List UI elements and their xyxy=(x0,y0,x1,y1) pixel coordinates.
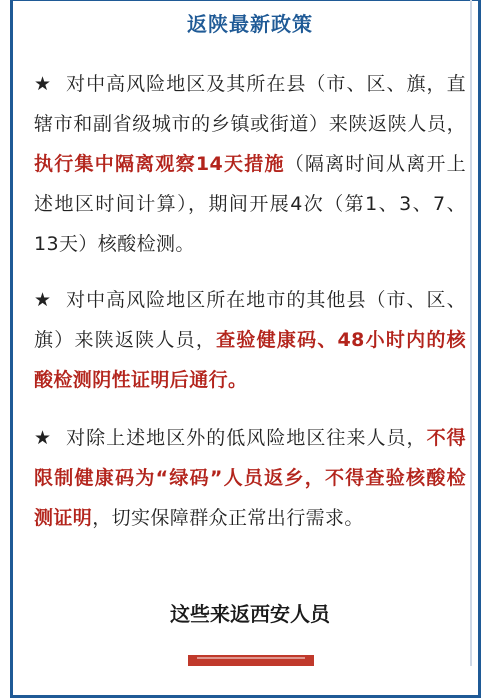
policy-item-1 xyxy=(34,64,466,264)
policy-text-after: ，切实保障群众正常出行需求。 xyxy=(92,507,364,529)
page-title: 返陕最新政策 xyxy=(187,12,313,36)
star-icon: ★ xyxy=(34,427,53,449)
next-section-banner xyxy=(188,655,314,666)
policy-text: 对除上述地区外的低风险地区往来人员， xyxy=(66,427,427,449)
star-icon: ★ xyxy=(34,73,53,95)
star-icon: ★ xyxy=(34,289,53,311)
policy-item-3 xyxy=(34,418,466,538)
policy-highlight: 执行集中隔离观察14天措施 xyxy=(34,153,285,175)
policy-highlight: 不得限制健康码为“绿码”人员返乡，不得查验核酸检测证明 xyxy=(34,427,466,529)
frame-divider xyxy=(470,0,472,666)
policy-text-after: （隔离时间从离开上述地区时间计算），期间开展4次（第1、3、7、13天）核酸检测。 xyxy=(34,153,466,255)
section-title: 这些来返西安人员 xyxy=(170,602,330,626)
policy-text: 对中高风险地区及其所在县（市、区、旗，直辖市和副省级城市的乡镇或街道）来陕返陕人员， xyxy=(34,73,466,135)
policy-text: 对中高风险地区所在地市的其他县（市、区、旗）来陕返陕人员， xyxy=(34,289,466,351)
banner-text-fragment xyxy=(197,657,305,662)
policy-item-2 xyxy=(34,280,466,400)
policy-highlight: 查验健康码、48小时内的核酸检测阴性证明后通行。 xyxy=(34,329,466,391)
